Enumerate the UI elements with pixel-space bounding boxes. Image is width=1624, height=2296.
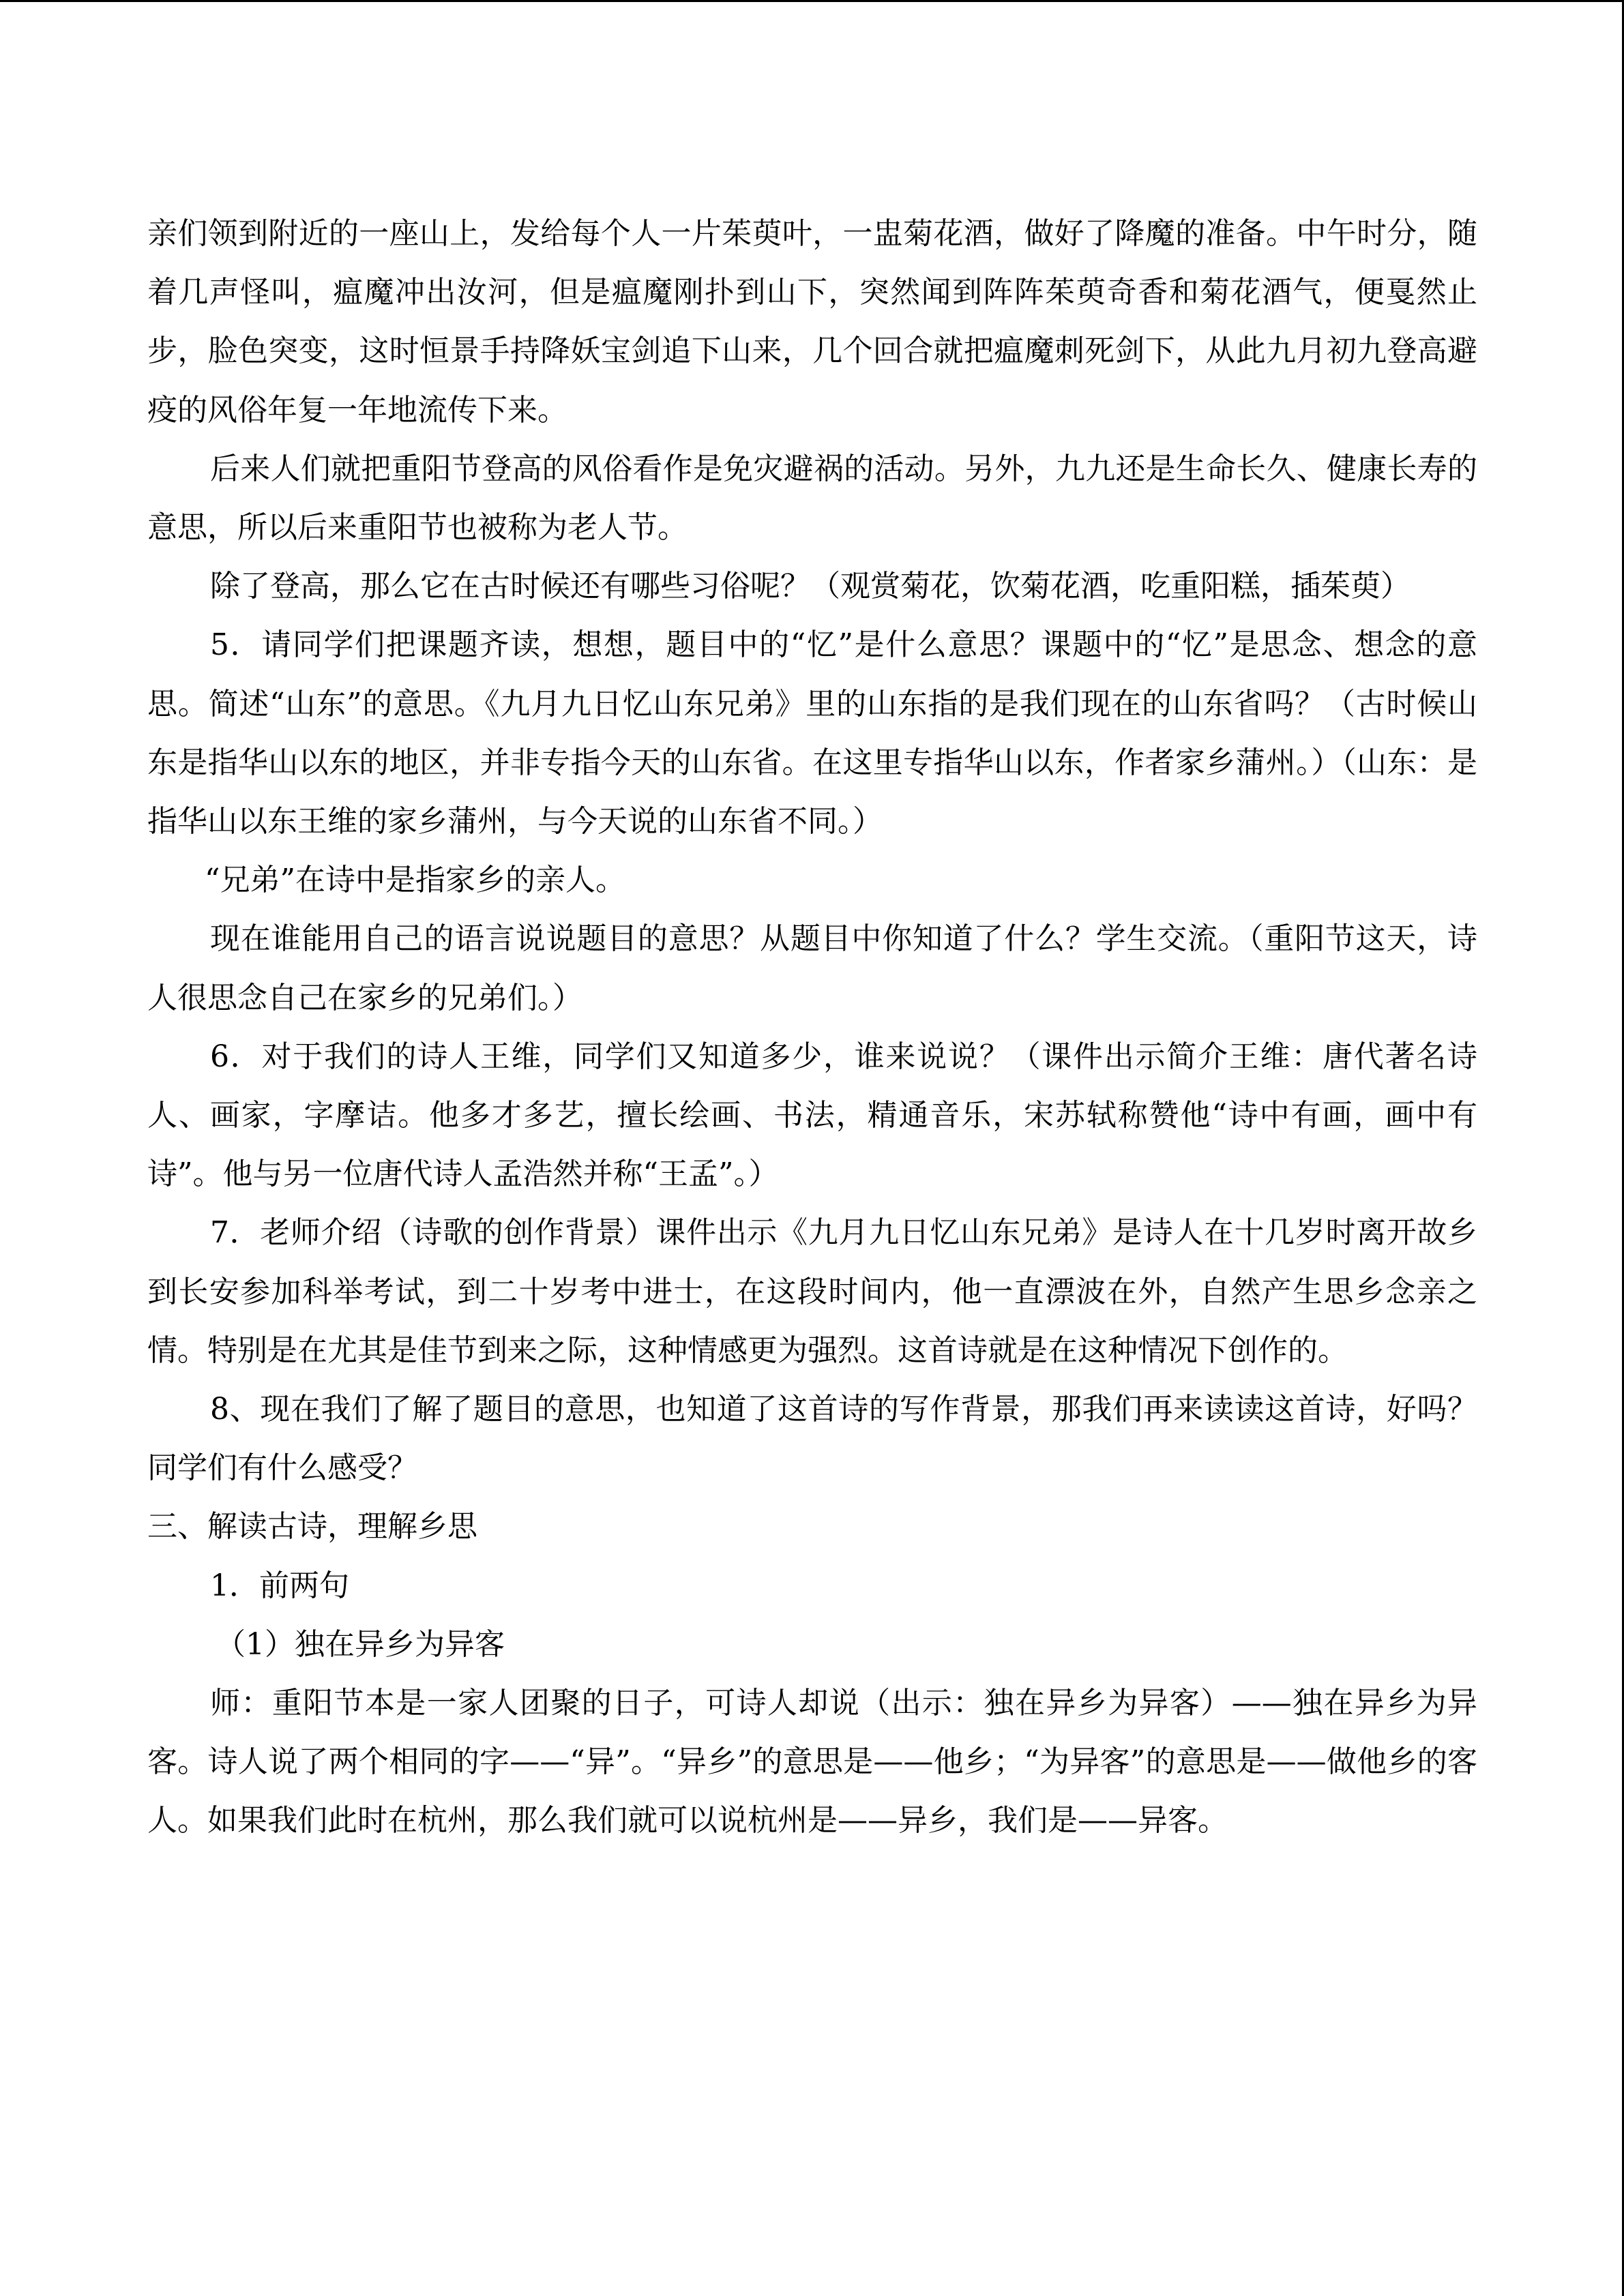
paragraph-step-6-wang-wei: 6．对于我们的诗人王维，同学们又知道多少，谁来说说？（课件出示简介王维：唐代著名诗人、画家，字摩诘。他多才多艺，擅长绘画、书法，精通音乐，宋苏轼称赞他“诗中有画，画中有诗”。他与另一位唐代诗人孟浩然并称“王孟”。）: [147, 1039, 1477, 1192]
paragraph-step-5-title-meaning: 5．请同学们把课题齐读，想想，题目中的“忆”是什么意思？课题中的“忆”是思念、想念的意思。简述“山东”的意思。《九月九日忆山东兄弟》里的山东指的是我们现在的山东省吗？（古时候山东是指华山以东的地区，并非专指今天的山东省。在这里专指华山以东，作者家乡蒲州。）（山东：是指华山以东王维的家乡蒲州，与今天说的山东省不同。）: [147, 627, 1477, 839]
document-body: [147, 205, 1477, 1851]
paragraph-teacher-explanation: 师：重阳节本是一家人团聚的日子，可诗人却说（出示：独在异乡为异客）——独在异乡为异客。诗人说了两个相同的字——“异”。“异乡”的意思是——他乡；“为异客”的意思是——做他乡的客人。如果我们此时在杭州，那么我们就可以说杭州是——异乡，我们是——异客。: [147, 1686, 1477, 1838]
subheading-line-1: （1）独在异乡为异客: [216, 1626, 505, 1662]
subheading-first-two-lines: 1．前两句: [210, 1568, 349, 1603]
paragraph-story-end: 亲们领到附近的一座山上，发给每个人一片茱萸叶，一盅菊花酒，做好了降魔的准备。中午时分，随着几声怪叫，瘟魔冲出汝河，但是瘟魔刚扑到山下，突然闻到阵阵茱萸奇香和菊花酒气，便戛然止步，脸色突变，这时恒景手持降妖宝剑追下山来，几个回合就把瘟魔刺死剑下，从此九月初九登高避疫的风俗年复一年地流传下来。: [147, 216, 1477, 428]
paragraph-climbing-custom: 后来人们就把重阳节登高的风俗看作是免灾避祸的活动。另外，九九还是生命长久、健康长寿的意思，所以后来重阳节也被称为老人节。: [147, 451, 1477, 546]
section-heading-3: 三、解读古诗，理解乡思: [147, 1509, 477, 1545]
paragraph-step-7-background: 7．老师介绍（诗歌的创作背景）课件出示《九月九日忆山东兄弟》是诗人在十几岁时离开故乡到长安参加科举考试，到二十岁考中进士，在这段时间内，他一直漂波在外，自然产生思乡念亲之情。特别是在尤其是佳节到来之际，这种情感更为强烈。这首诗就是在这种情况下创作的。: [147, 1215, 1477, 1368]
page-top-border: [0, 0, 1624, 2]
paragraph-step-8-reread: 8、现在我们了解了题目的意思，也知道了这首诗的写作背景，那我们再来读读这首诗，好吗？同学们有什么感受？: [147, 1392, 1477, 1486]
paragraph-brothers-meaning: “兄弟”在诗中是指家乡的亲人。: [205, 863, 625, 898]
paragraph-title-discussion: 现在谁能用自己的语言说说题目的意思？从题目中你知道了什么？学生交流。（重阳节这天，诗人很思念自己在家乡的兄弟们。）: [147, 921, 1477, 1015]
paragraph-other-customs: 除了登高，那么它在古时候还有哪些习俗呢？（观赏菊花，饮菊花酒，吃重阳糕，插茱萸）: [210, 569, 1411, 604]
